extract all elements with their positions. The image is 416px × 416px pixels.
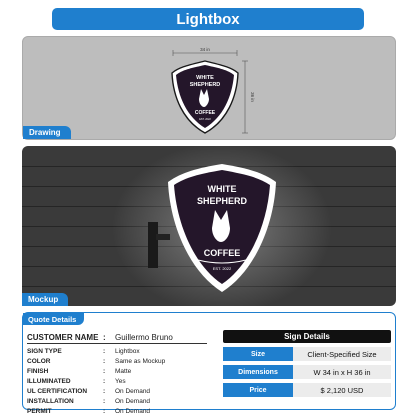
quote-details-tab-label: Quote Details	[28, 314, 77, 324]
quote-row: FINISH : Matte	[27, 367, 132, 375]
mockup-sign-text-bottom: COFFEE	[203, 248, 241, 258]
quote-row: COLOR : Same as Mockup	[27, 357, 166, 365]
drawing-sign-text-bottom: COFFEE	[194, 110, 216, 116]
mockup-panel	[22, 146, 396, 306]
width-dimension-label: 34 in	[200, 47, 210, 52]
drawing-sign-est: EST. 2022	[199, 118, 211, 121]
height-dimension-label: 36 in	[250, 92, 255, 102]
mockup-sign-text-top: WHITE	[207, 184, 237, 194]
drawing-tab-label: Drawing	[29, 128, 61, 137]
mockup-sign-est: EST. 2022	[212, 266, 232, 271]
quote-row: ILLUMINATED : Yes	[27, 377, 126, 385]
quote-row: PERMIT : On Demand	[27, 407, 151, 415]
sign-details-header: Sign Details	[223, 330, 391, 343]
customer-name-row: CUSTOMER NAME : Guillermo Bruno	[27, 331, 207, 344]
wall-bracket	[148, 222, 158, 268]
mockup-tab-label: Mockup	[28, 295, 59, 304]
page-title-text: Lightbox	[176, 10, 240, 28]
sign-details-table	[223, 330, 391, 397]
quote-row: SIGN TYPE : Lightbox	[27, 347, 140, 355]
sign-details-row: Price $ 2,120 USD	[223, 383, 391, 397]
customer-name-label: CUSTOMER NAME	[27, 332, 99, 342]
mockup-tab[interactable]	[22, 293, 68, 306]
mockup-sign-text-middle: SHEPHERD	[196, 196, 248, 206]
customer-name-value: Guillermo Bruno	[115, 332, 173, 342]
page-title	[52, 8, 364, 30]
drawing-svg	[23, 37, 397, 141]
quote-rows	[27, 331, 207, 416]
quote-row: UL CERTIFICATION : On Demand	[27, 387, 151, 395]
drawing-panel	[22, 36, 396, 140]
drawing-shield-logo	[172, 61, 238, 133]
quote-details-tab[interactable]	[23, 313, 84, 325]
mockup-svg	[22, 146, 396, 306]
sign-details-row: Size Client-Specified Size	[223, 347, 391, 361]
drawing-tab[interactable]	[23, 126, 71, 139]
quote-details-section	[22, 312, 396, 415]
quote-row: INSTALLATION : On Demand	[27, 397, 151, 405]
drawing-sign-text-top: WHITE	[196, 75, 214, 81]
sign-details-row: Dimensions W 34 in x H 36 in	[223, 365, 391, 379]
price-value: $ 2,120 USD	[293, 383, 391, 397]
drawing-sign-text-middle: SHEPHERD	[189, 82, 221, 88]
